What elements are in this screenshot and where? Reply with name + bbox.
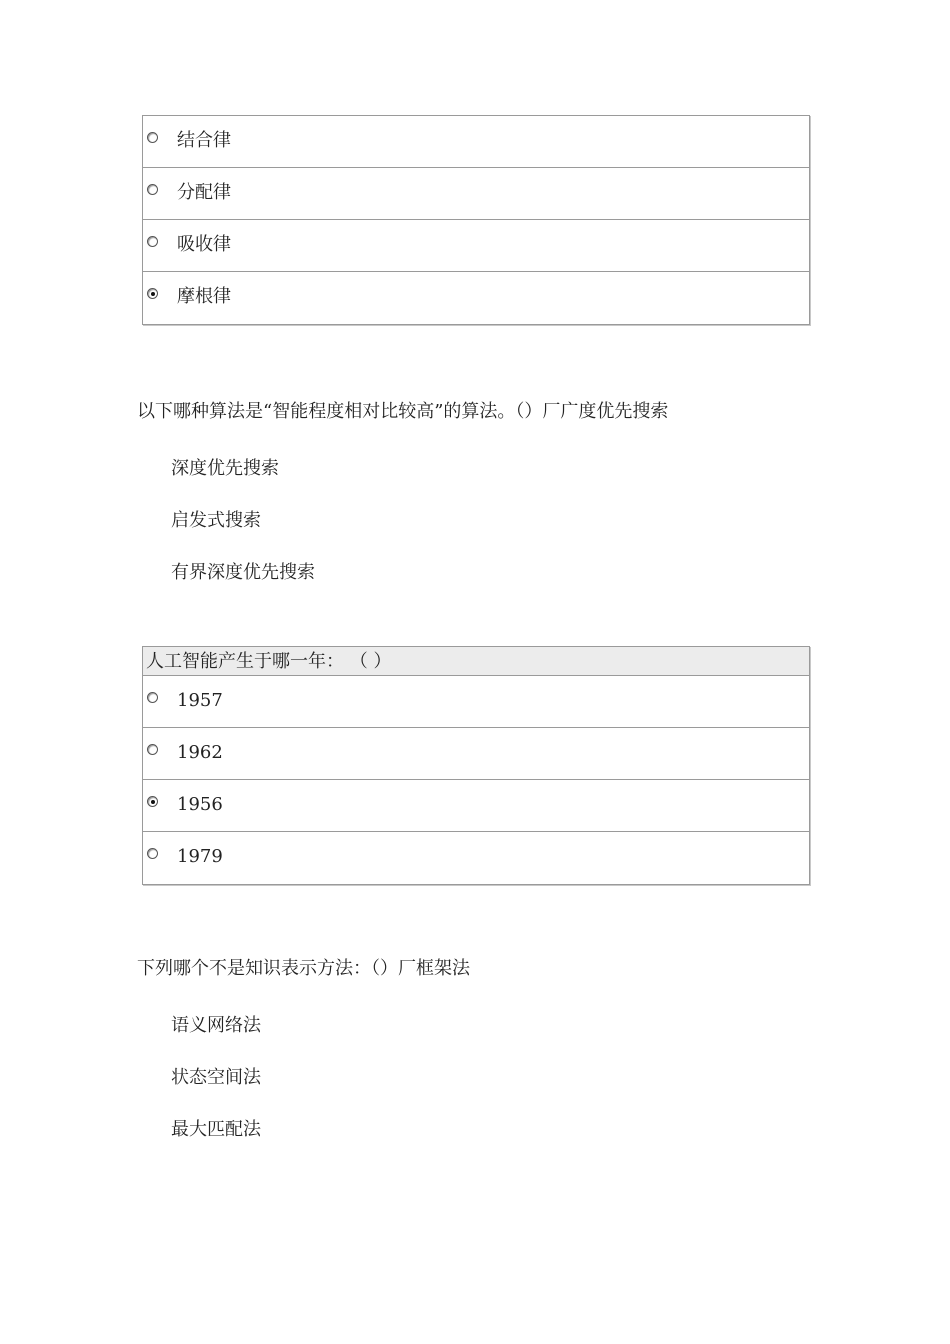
option-row[interactable] [143, 832, 809, 884]
option-row[interactable] [143, 272, 809, 324]
radio-button[interactable] [147, 692, 158, 703]
option-text: 语义网络法 [171, 1015, 261, 1036]
option-row[interactable] [143, 220, 809, 272]
option-row[interactable] [143, 168, 809, 220]
option-label: 摩根律 [177, 286, 231, 307]
radio-button[interactable] [147, 236, 158, 247]
option-text: 状态空间法 [171, 1067, 261, 1088]
option-label: 1956 [177, 794, 223, 815]
question-header-3: 人工智能产生于哪一年： （ ） [143, 647, 809, 676]
option-row[interactable] [143, 676, 809, 728]
option-label: 结合律 [177, 130, 231, 151]
option-row[interactable] [143, 780, 809, 832]
question-text-4: 下列哪个不是知识表示方法：（）厂框架法 [137, 958, 470, 979]
radio-button[interactable] [147, 848, 158, 859]
option-label: 1957 [177, 690, 223, 711]
option-text: 有界深度优先搜索 [171, 562, 315, 583]
options-table-3 [142, 646, 810, 885]
radio-button[interactable] [147, 132, 158, 143]
option-label: 吸收律 [177, 234, 231, 255]
radio-button[interactable] [147, 184, 158, 195]
option-label: 分配律 [177, 182, 231, 203]
option-text: 启发式搜索 [171, 510, 261, 531]
options-table-1 [142, 115, 810, 325]
radio-button[interactable] [147, 744, 158, 755]
option-row[interactable] [143, 116, 809, 168]
option-label: 1979 [177, 846, 223, 867]
question-text-2: 以下哪种算法是“智能程度相对比较高”的算法。（）厂广度优先搜索 [137, 401, 669, 422]
option-label: 1962 [177, 742, 223, 763]
option-row[interactable] [143, 728, 809, 780]
radio-button-selected[interactable] [147, 288, 158, 299]
option-text: 深度优先搜索 [171, 458, 279, 479]
radio-button-selected[interactable] [147, 796, 158, 807]
option-text: 最大匹配法 [171, 1119, 261, 1140]
